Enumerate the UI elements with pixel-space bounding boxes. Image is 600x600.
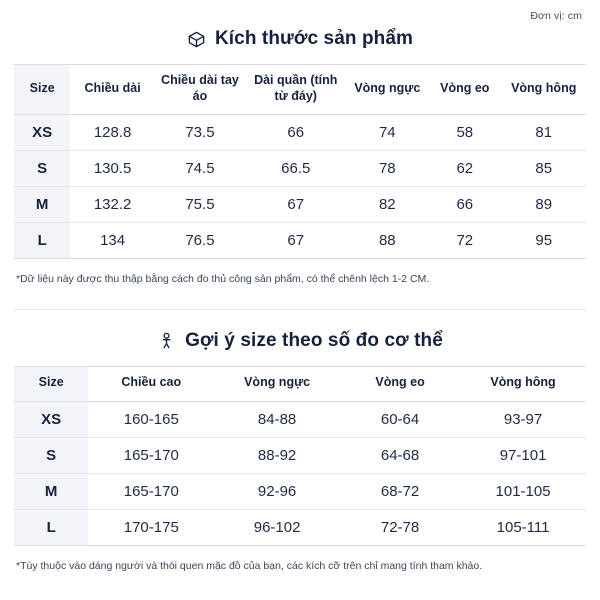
person-icon bbox=[157, 331, 176, 350]
cell-sleeve-length: 74.5 bbox=[185, 160, 215, 178]
column-header-chest: Vòng ngực bbox=[244, 374, 311, 389]
cell-height: 160-165 bbox=[123, 410, 179, 428]
section-divider bbox=[14, 309, 586, 310]
box-icon bbox=[187, 30, 206, 49]
cell-waist: 58 bbox=[456, 124, 474, 142]
column-header-size: Size bbox=[14, 366, 88, 401]
table-row bbox=[14, 151, 586, 187]
product-size-table bbox=[14, 64, 586, 259]
cell-waist: 64-68 bbox=[380, 446, 420, 464]
table-row bbox=[14, 401, 586, 437]
cell-chest: 96-102 bbox=[253, 518, 301, 536]
cell-sleeve-length: 75.5 bbox=[185, 196, 215, 214]
cell-size: XS bbox=[14, 115, 70, 151]
column-header-sleeve-length: Chiều dài tay áo bbox=[161, 73, 239, 103]
cell-sleeve-length: 73.5 bbox=[185, 124, 215, 142]
cell-hip: 101-105 bbox=[495, 482, 551, 500]
cell-height: 165-170 bbox=[123, 482, 179, 500]
cell-inseam: 66.5 bbox=[281, 160, 311, 178]
table-body bbox=[14, 115, 586, 259]
section-title-text: Gợi ý size theo số đo cơ thể bbox=[185, 329, 443, 351]
cell-length: 128.8 bbox=[93, 124, 132, 142]
cell-size: M bbox=[14, 187, 70, 223]
table-row bbox=[14, 223, 586, 259]
column-header-height: Chiều cao bbox=[121, 374, 182, 389]
column-header-hip: Vòng hông bbox=[511, 80, 577, 95]
table-header-row bbox=[14, 65, 586, 115]
table-header bbox=[14, 65, 586, 115]
table-row bbox=[14, 473, 586, 509]
cell-hip: 89 bbox=[535, 196, 553, 214]
cell-inseam: 66 bbox=[287, 124, 305, 142]
product-size-section-title bbox=[14, 28, 586, 50]
cell-chest: 82 bbox=[378, 196, 396, 214]
cell-inseam: 67 bbox=[287, 196, 305, 214]
cell-hip: 93-97 bbox=[503, 410, 543, 428]
table-header bbox=[14, 366, 586, 401]
cell-size: S bbox=[14, 151, 70, 187]
body-size-section bbox=[14, 330, 586, 573]
unit-note: Đơn vị: cm bbox=[530, 10, 582, 22]
cell-waist: 66 bbox=[456, 196, 474, 214]
table-row bbox=[14, 115, 586, 151]
cell-hip: 105-111 bbox=[496, 518, 550, 536]
cell-hip: 97-101 bbox=[499, 446, 547, 464]
cell-waist: 72-78 bbox=[380, 518, 420, 536]
body-size-footnote: *Tùy thuộc vào dáng người và thói quen mặc đồ của bạn, các kích cỡ trên chỉ mang tính tham khảo. bbox=[16, 559, 483, 572]
body-size-table bbox=[14, 366, 586, 546]
cell-size: M bbox=[14, 473, 88, 509]
column-header-chest: Vòng ngực bbox=[354, 80, 421, 95]
cell-length: 130.5 bbox=[93, 160, 132, 178]
cell-height: 165-170 bbox=[123, 446, 179, 464]
cell-size: XS bbox=[14, 401, 88, 437]
cell-waist: 68-72 bbox=[380, 482, 420, 500]
cell-chest: 84-88 bbox=[257, 410, 297, 428]
cell-length: 134 bbox=[100, 232, 126, 250]
cell-sleeve-length: 76.5 bbox=[185, 232, 215, 250]
cell-waist: 60-64 bbox=[380, 410, 420, 428]
column-header-waist: Vòng eo bbox=[375, 374, 425, 389]
cell-chest: 74 bbox=[378, 124, 396, 142]
cell-size: L bbox=[14, 509, 88, 545]
cell-waist: 62 bbox=[456, 160, 474, 178]
table-row bbox=[14, 437, 586, 473]
cell-chest: 78 bbox=[378, 160, 396, 178]
cell-size: S bbox=[14, 437, 88, 473]
body-size-section-title bbox=[14, 330, 586, 352]
product-size-footnote: *Dữ liệu này được thu thập bằng cách đo thủ công sản phẩm, có thể chênh lệch 1-2 CM. bbox=[16, 273, 430, 286]
cell-chest: 92-96 bbox=[257, 482, 297, 500]
column-header-length: Chiều dài bbox=[84, 80, 141, 95]
cell-inseam: 67 bbox=[287, 232, 305, 250]
column-header-inseam: Dài quần (tính từ đáy) bbox=[254, 73, 338, 103]
cell-length: 132.2 bbox=[93, 196, 132, 214]
cell-waist: 72 bbox=[456, 232, 474, 250]
column-header-hip: Vòng hông bbox=[490, 374, 556, 389]
cell-hip: 81 bbox=[535, 124, 553, 142]
cell-chest: 88-92 bbox=[257, 446, 297, 464]
cell-size: L bbox=[14, 223, 70, 259]
cell-chest: 88 bbox=[378, 232, 396, 250]
cell-height: 170-175 bbox=[123, 518, 179, 536]
table-body bbox=[14, 401, 586, 545]
column-header-waist: Vòng eo bbox=[440, 80, 490, 95]
cell-hip: 95 bbox=[535, 232, 553, 250]
section-title-text: Kích thước sản phẩm bbox=[214, 28, 414, 49]
column-header-size: Size bbox=[14, 65, 70, 115]
cell-hip: 85 bbox=[535, 160, 553, 178]
table-row bbox=[14, 187, 586, 223]
table-row bbox=[14, 509, 586, 545]
table-header-row bbox=[14, 366, 586, 401]
